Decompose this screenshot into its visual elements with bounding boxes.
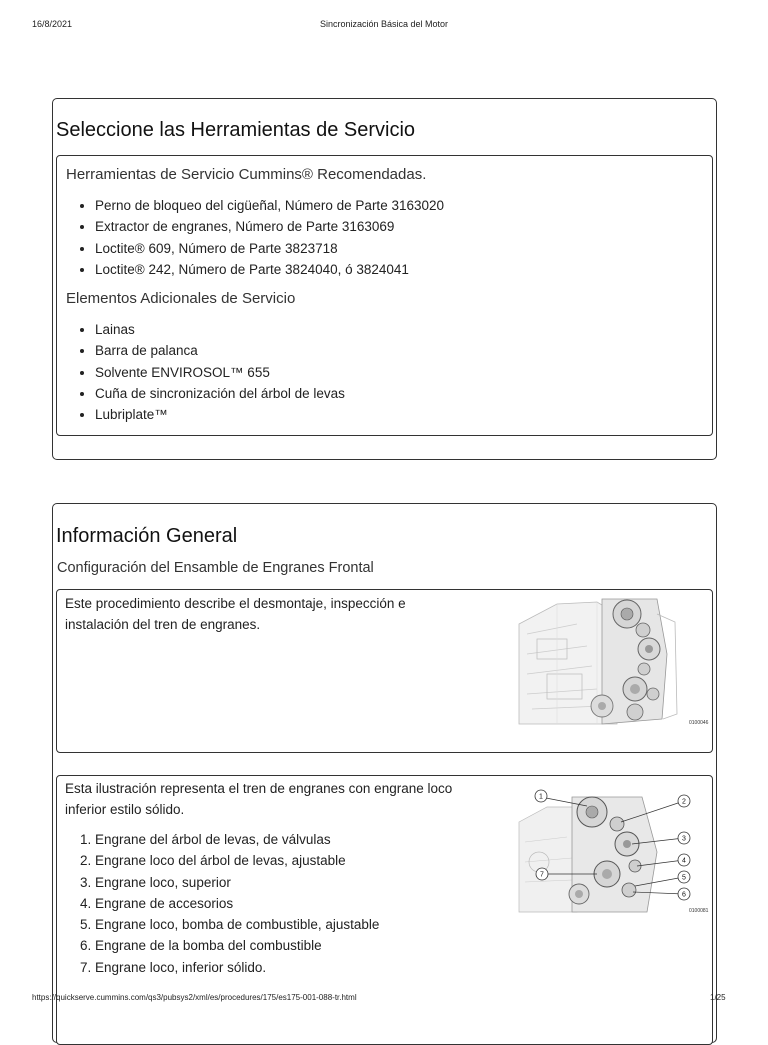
list-item: 6. Engrane de la bomba del combustible	[95, 935, 379, 956]
page-number: 1/25	[710, 993, 726, 1002]
list-item: • Solvente ENVIROSOL™ 655	[95, 362, 345, 383]
callout-label: 7	[540, 871, 544, 879]
callout-label: 4	[682, 857, 686, 865]
general-info-card	[52, 503, 717, 1043]
gear-train-callout-figure	[517, 782, 697, 917]
callout-label: 2	[682, 798, 686, 806]
step-1-text: Este procedimiento describe el desmontaje, inspección e instalación del tren de engranes.	[65, 596, 406, 632]
recommended-tools-list	[95, 195, 444, 280]
list-item: • Barra de palanca	[95, 340, 345, 361]
additional-items-heading: Elementos Adicionales de Servicio	[66, 290, 296, 307]
list-item: • Cuña de sincronización del árbol de levas	[95, 383, 345, 404]
list-item: 2. Engrane loco del árbol de levas, ajustable	[95, 850, 379, 871]
list-item: • Lubriplate™	[95, 404, 345, 425]
list-item: 1. Engrane del árbol de levas, de válvulas	[95, 829, 379, 850]
list-item: 7. Engrane loco, inferior sólido.	[95, 957, 379, 978]
list-item: • Perno de bloqueo del cigüeñal, Número de Parte 3163020	[95, 195, 444, 216]
step-2-panel	[56, 775, 713, 1045]
callout-label: 1	[539, 793, 543, 801]
callout-label: 3	[682, 835, 686, 843]
general-section-subtitle: Configuración del Ensamble de Engranes Frontal	[57, 560, 374, 576]
figure-code: 0100046	[689, 720, 709, 726]
tools-section-title: Seleccione las Herramientas de Servicio	[56, 119, 416, 141]
print-title: Sincronización Básica del Motor	[319, 19, 449, 29]
list-item: • Loctite® 609, Número de Parte 3823718	[95, 238, 444, 259]
list-item: 5. Engrane loco, bomba de combustible, ajustable	[95, 914, 379, 935]
list-item: • Extractor de engranes, Número de Parte 3163069	[95, 216, 444, 237]
figure-code: 0100081	[689, 908, 709, 914]
list-item: 4. Engrane de accesorios	[95, 893, 379, 914]
callout-label: 6	[682, 891, 686, 899]
engine-front-gear-figure	[517, 594, 697, 729]
list-item: 3. Engrane loco, superior	[95, 872, 379, 893]
page-url[interactable]: https://quickserve.cummins.com/qs3/pubsys2/xml/es/procedures/175/es175-001-088-tr.html	[32, 993, 357, 1002]
tools-card	[52, 98, 717, 460]
recommended-tools-heading: Herramientas de Servicio Cummins® Recomendadas.	[66, 166, 427, 183]
step-2-text: Esta ilustración representa el tren de engranes con engrane loco inferior estilo sólido.	[65, 781, 453, 817]
additional-items-list	[95, 319, 345, 425]
step-1-panel	[56, 589, 713, 753]
gear-train-parts-list	[95, 829, 379, 978]
general-section-title: Información General	[56, 525, 238, 547]
callout-label: 5	[682, 874, 686, 882]
list-item: • Loctite® 242, Número de Parte 3824040, ó 3824041	[95, 259, 444, 280]
list-item: • Lainas	[95, 319, 345, 340]
print-date: 16/8/2021	[32, 19, 73, 29]
tools-inner-panel	[56, 155, 713, 436]
